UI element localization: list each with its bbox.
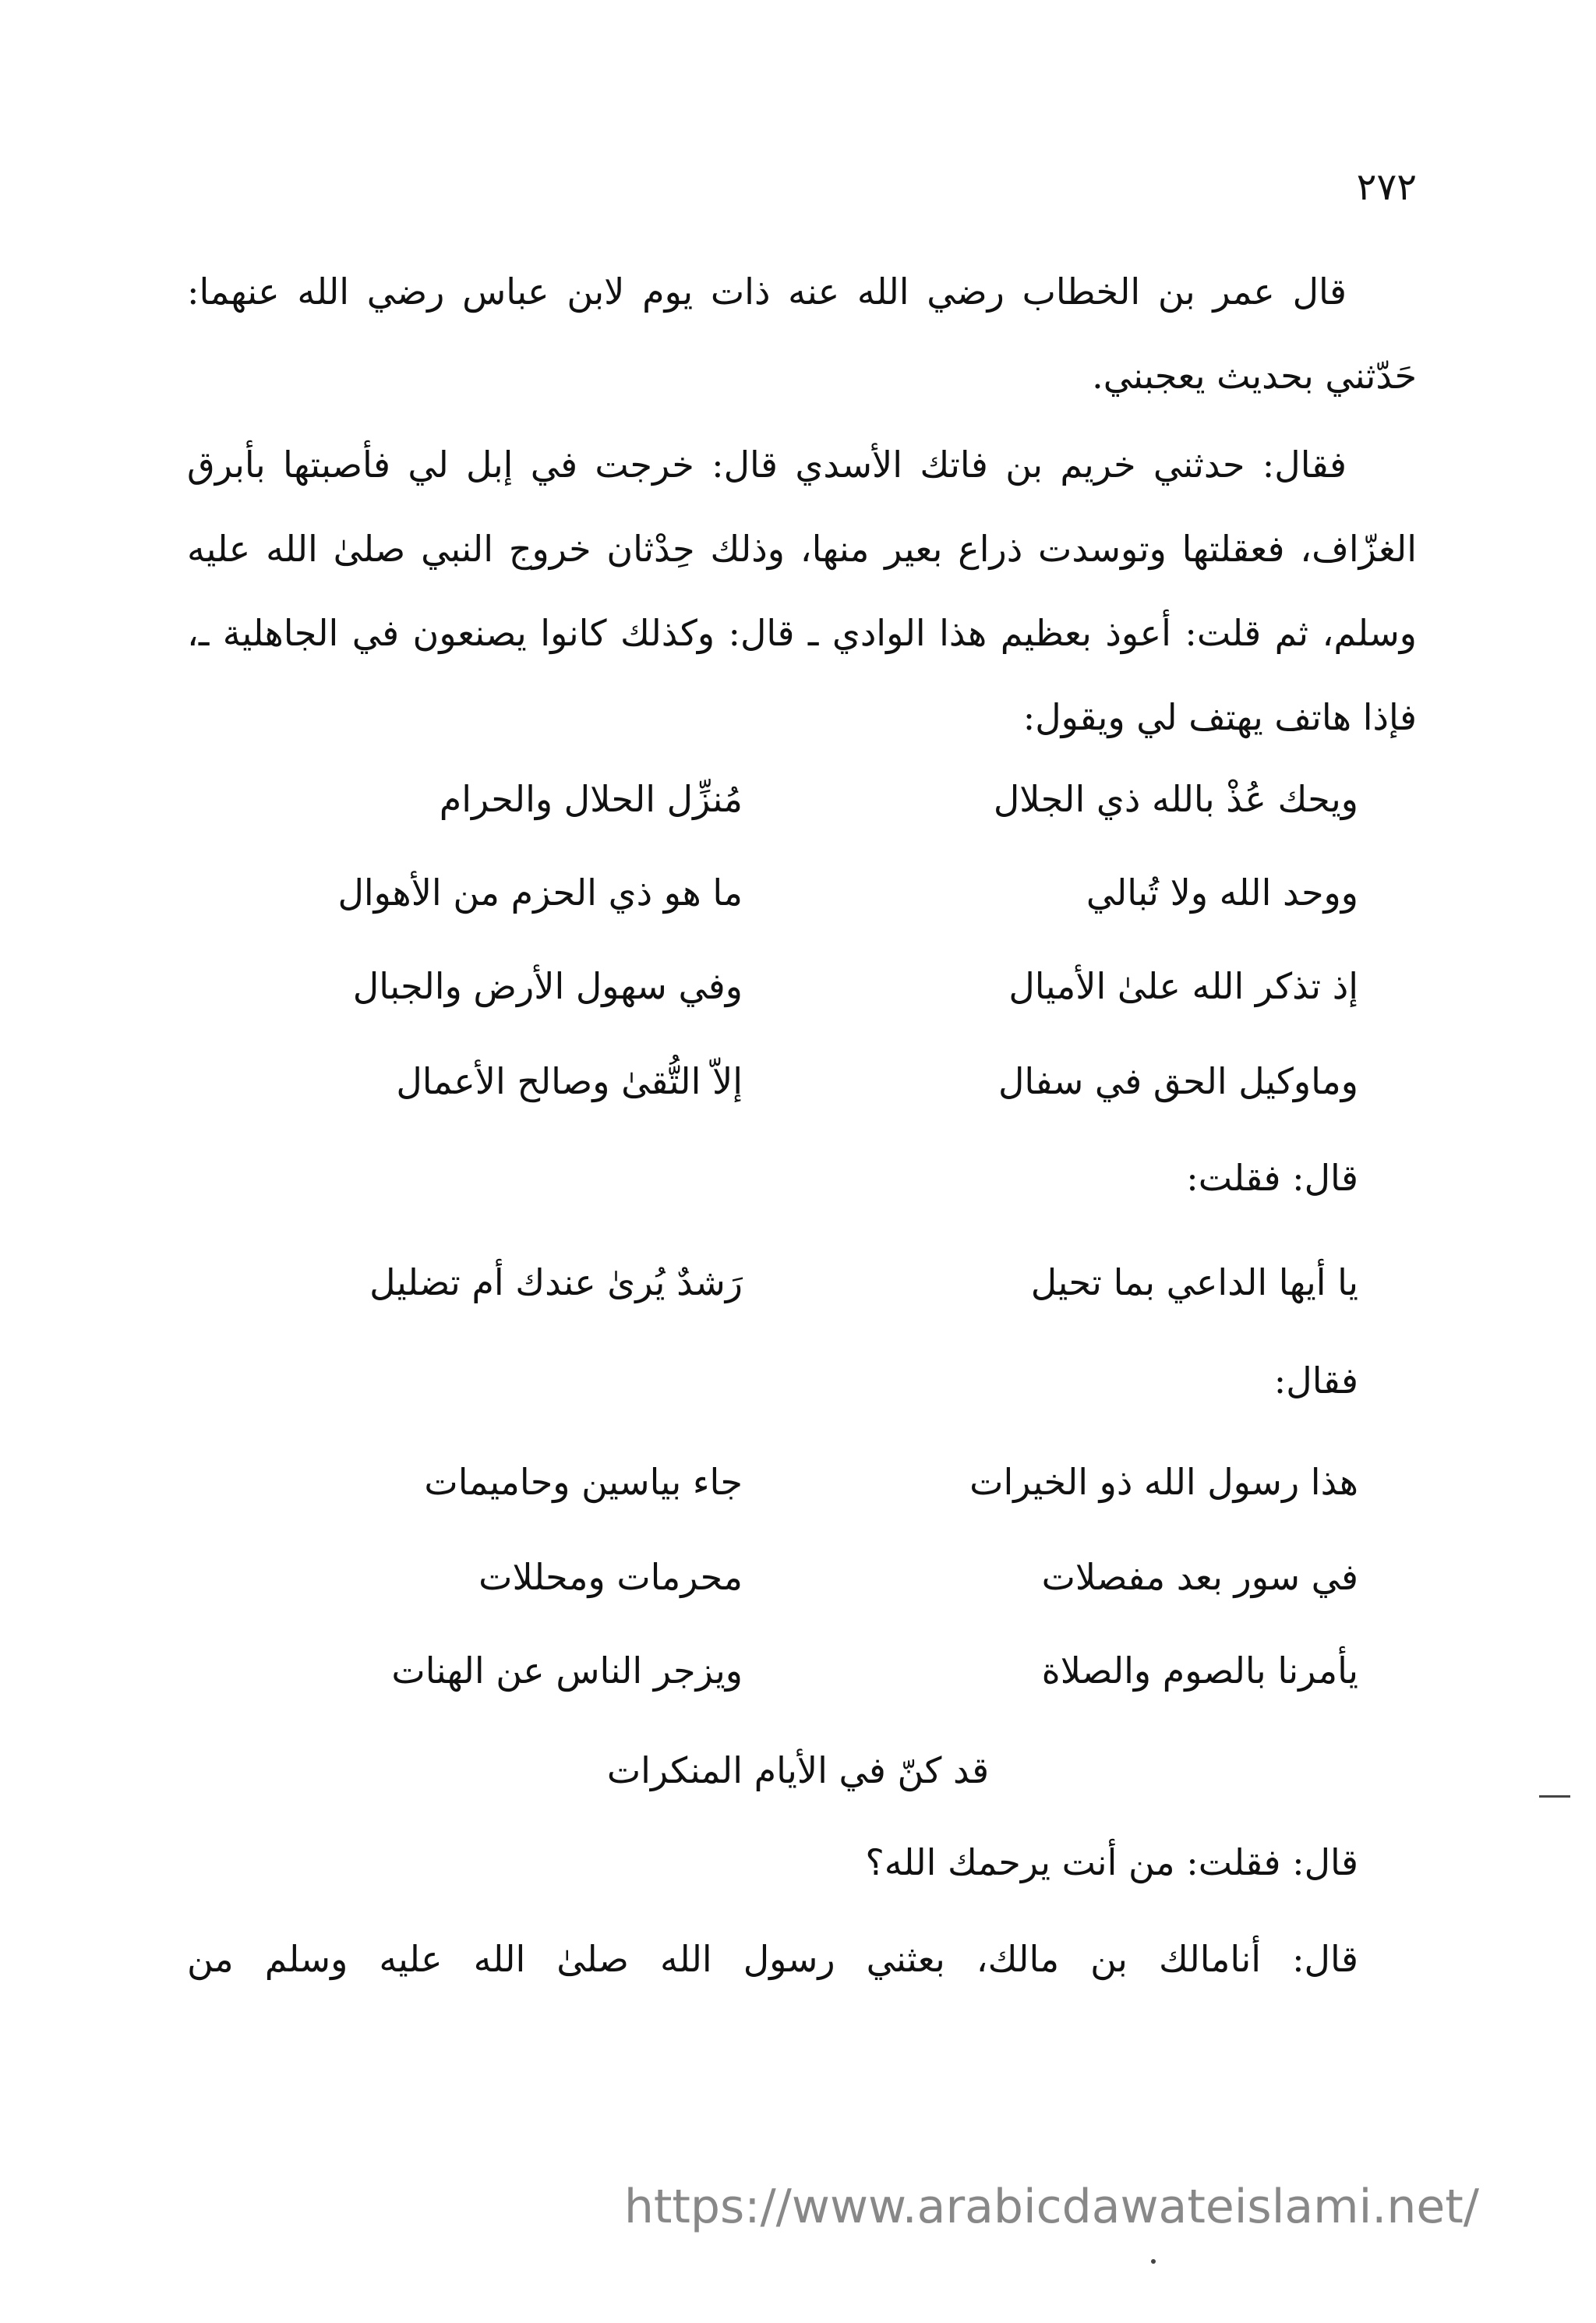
verse-2-second-hemistich: ما هو ذي الحزم من الأهوال	[337, 872, 743, 914]
he-said-line: فقال:	[1273, 1360, 1358, 1402]
verse-4-first-hemistich: وماوكيل الحق في سفال	[998, 1060, 1358, 1102]
verse-2-first-hemistich: ووحد الله ولا تُبالي	[1086, 872, 1358, 914]
verse-3-second-hemistich: وفي سهول الأرض والجبال	[352, 965, 743, 1007]
said-i-line: قال: فقلت:	[1186, 1157, 1358, 1199]
verse-7-first-hemistich: يأمرنا بالصوم والصلاة	[1041, 1649, 1358, 1692]
verse-7-second-hemistich: ويزجر الناس عن الهنات	[391, 1649, 743, 1692]
verse-5-first-hemistich: هذا رسول الله ذو الخيرات	[969, 1461, 1358, 1503]
verse-1-first-hemistich: ويحك عُذْ بالله ذي الجلال	[993, 778, 1358, 820]
verse-1-second-hemistich: مُنزِّل الحلال والحرام	[439, 778, 743, 820]
scan-speck	[1539, 1795, 1570, 1798]
verse-5-second-hemistich: جاء بياسين وحاميمات	[424, 1461, 743, 1503]
final-paragraph-line: قال: أنامالك بن مالك، بعثني رسول الله صلىٰ الله عليه وسلم من	[187, 1938, 1358, 1980]
verse-reply-first-hemistich: يا أيها الداعي بما تحيل	[1030, 1261, 1358, 1303]
verse-6-first-hemistich: في سور بعد مفصلات	[1041, 1556, 1358, 1598]
verse-6-second-hemistich: محرمات ومحللات	[478, 1556, 743, 1598]
website-watermark: https://www.arabicdawateislami.net/	[623, 2180, 1479, 2234]
question-line: قال: فقلت: من أنت يرحمك الله؟	[865, 1841, 1358, 1883]
page-number: ٢٧٢	[1356, 165, 1417, 209]
verse-3-first-hemistich: إذ تذكر الله علىٰ الأميال	[1008, 965, 1358, 1007]
centered-closing-verse: قد كنّ في الأيام المنكرات	[606, 1749, 990, 1791]
verse-4-second-hemistich: إلاّ التُّقىٰ وصالح الأعمال	[396, 1060, 743, 1102]
paragraph-khuraym-narration: فقال: حدثني خريم بن فاتك الأسدي قال: خرجت في إبل لي فأصبتها بأبرق الغزّاف، فعقلتها وتوسدت ذراع بعير منها، وذلك حِدْثان خروج النبي صلىٰ الله عليه وسلم، ثم قلت: أعوذ بعظيم هذا الوادي ـ قال: وكذلك كانوا يصنعون في الجاهلية ـ، فإذا هاتف يهتف لي ويقول:	[187, 444, 1417, 738]
verse-reply-second-hemistich: رَشدٌ يُرىٰ عندك أم تضليل	[369, 1261, 743, 1303]
paragraph-umar-request: قال عمر بن الخطاب رضي الله عنه ذات يوم لابن عباس رضي الله عنهما: حَدّثني بحديث يعجبني.	[187, 270, 1417, 397]
scan-dot	[1151, 2259, 1156, 2264]
